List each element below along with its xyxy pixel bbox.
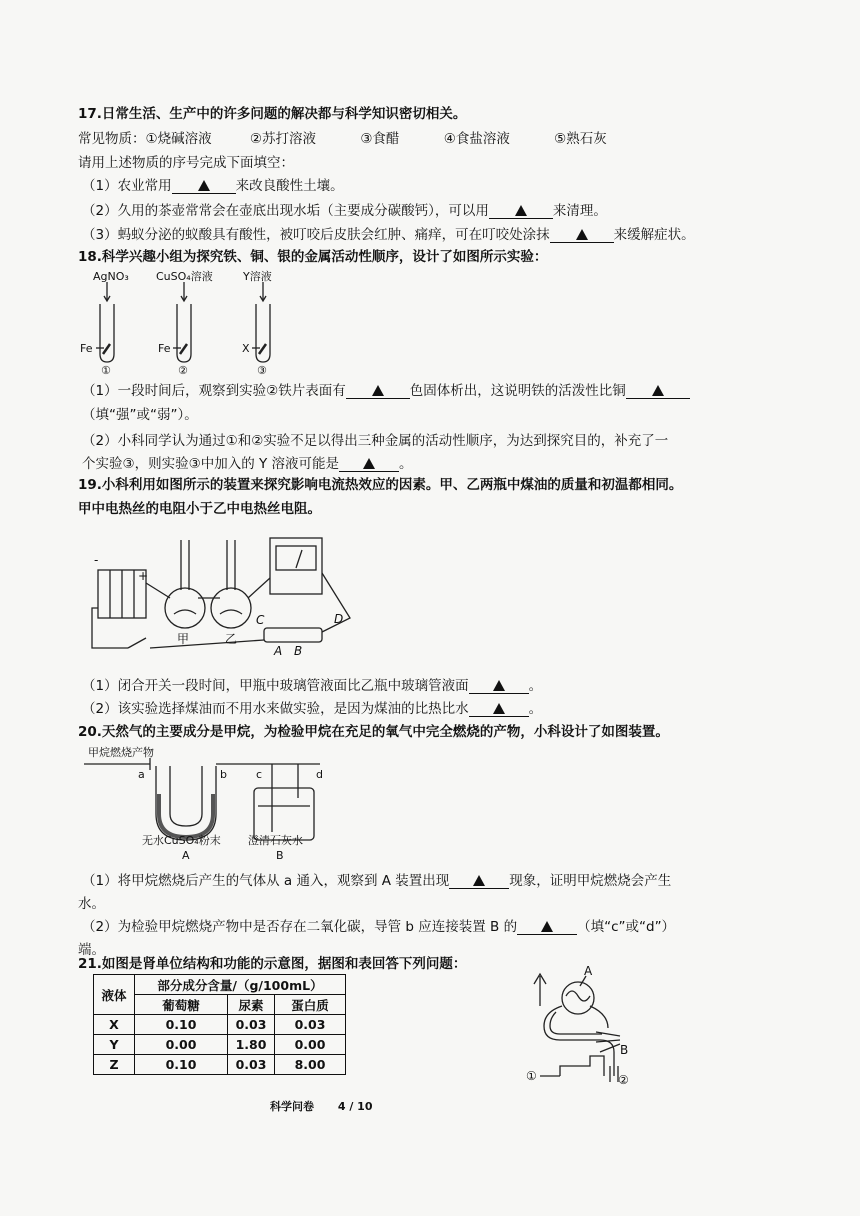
terminal-B: B — [294, 644, 303, 658]
triangle-icon — [541, 921, 553, 932]
table-cell: 0.03 — [228, 1055, 275, 1075]
glomerulus — [566, 991, 590, 1001]
port-b: b — [220, 768, 227, 781]
q21-title: 21.如图是肾单位结构和功能的示意图，据图和表回答下列问题： — [78, 956, 467, 972]
answer-blank[interactable] — [469, 702, 529, 717]
flask-jia — [165, 588, 205, 628]
material-1: 常见物质：①烧碱溶液 — [78, 131, 212, 147]
solution-label-2: CuSO₄溶液 — [156, 270, 213, 283]
q17-part1 — [82, 176, 344, 196]
q18-part2-cont — [82, 454, 413, 474]
wire — [150, 640, 264, 648]
cuso4-powder — [159, 794, 213, 837]
heating-wire-jia — [174, 610, 196, 614]
metal-strip-1 — [103, 344, 110, 354]
q20-part1-cont: 水。 — [78, 896, 105, 912]
afferent-arrow — [534, 974, 546, 1006]
row-name: X — [94, 1015, 135, 1035]
table-header-row — [94, 975, 346, 995]
wire — [248, 578, 270, 598]
q17-p1-text-end: 来改良酸性土壤。 — [235, 178, 344, 194]
label-cuso4: 无水CuSO₄粉末 — [142, 834, 221, 847]
material-5: ⑤熟石灰 — [554, 131, 607, 147]
q19-p2-text-end: 。 — [528, 701, 543, 717]
table-cell: 8.00 — [275, 1055, 346, 1075]
q18-p1-text: （1）一段时间后，观察到实验②铁片表面有 — [82, 383, 346, 399]
label-B: B — [276, 849, 284, 862]
answer-blank[interactable] — [172, 179, 236, 194]
efferent-vessel — [590, 1006, 608, 1028]
metal-strip-2 — [180, 344, 187, 354]
rheostat — [264, 628, 322, 642]
header-liquid: 液体 — [94, 975, 135, 1015]
q17-materials — [78, 129, 607, 149]
q17-p2-text-end: 来清理。 — [552, 203, 607, 219]
table-cell: 0.03 — [275, 1015, 346, 1035]
q17-p3-text: （3）蚂蚁分泌的蚁酸具有酸性，被叮咬后皮肤会红肿、痛痒，可在叮咬处涂抹 — [82, 227, 550, 243]
q18-part1 — [82, 381, 690, 401]
q19-title2: 甲中电热丝的电阻小于乙中电热丝电阻。 — [78, 501, 321, 517]
table-row — [94, 1015, 346, 1035]
heating-wire-yi — [220, 610, 242, 614]
test-tube-figure — [80, 268, 300, 378]
header-col: 蛋白质 — [275, 995, 346, 1015]
q19-p2-text: （2）该实验选择煤油而不用水来做实验，是因为煤油的比热比水 — [82, 701, 469, 717]
q18-p1-text-mid: 色固体析出，这说明铁的活泼性比铜 — [409, 383, 626, 399]
metal-label-3: X — [242, 342, 250, 355]
q17-part2 — [82, 201, 607, 221]
tube-number-1: ① — [101, 364, 111, 377]
triangle-icon — [198, 180, 210, 191]
terminal-D: D — [334, 612, 344, 626]
triangle-icon — [576, 229, 588, 240]
flask-yi-label: 乙 — [225, 632, 238, 646]
q19-p1-text-end: 。 — [528, 678, 543, 694]
q20-p2-text: （2）为检验甲烷燃烧产物中是否存在二氧化碳，导管 b 应连接装置 B 的 — [82, 919, 518, 935]
product-label: 甲烷燃烧产物 — [88, 746, 154, 759]
material-4: ④食盐溶液 — [443, 131, 510, 147]
q20-part2-cont: 端。 — [78, 942, 105, 958]
answer-blank[interactable] — [626, 384, 690, 399]
terminal-C: C — [256, 613, 265, 627]
q20-title: 20.天然气的主要成分是甲烷，为检验甲烷在充足的氧气中完全燃烧的产物，小科设计了如图装置。 — [78, 724, 669, 740]
u-tube-inner — [170, 766, 202, 826]
answer-blank[interactable] — [346, 384, 410, 399]
q20-p1-text-end: 现象，证明甲烷燃烧会产生 — [509, 873, 672, 889]
row-name: Y — [94, 1035, 135, 1055]
table-cell: 0.10 — [135, 1055, 228, 1075]
footer-title: 科学问卷 — [270, 1100, 314, 1113]
page-footer — [270, 1098, 372, 1114]
q20-part1 — [82, 871, 671, 891]
header-col: 葡萄糖 — [135, 995, 228, 1015]
answer-blank[interactable] — [339, 457, 399, 472]
table-cell: 0.10 — [135, 1015, 228, 1035]
answer-blank[interactable] — [517, 920, 577, 935]
answer-blank[interactable] — [449, 874, 509, 889]
header-col: 尿素 — [228, 995, 275, 1015]
metal-label-1: Fe — [80, 342, 93, 355]
triangle-icon — [473, 875, 485, 886]
table-row — [94, 1055, 346, 1075]
q18-p2-text-end: 。 — [399, 456, 413, 472]
triangle-icon — [652, 385, 664, 396]
tube-number-3: ③ — [257, 364, 267, 377]
material-3: ③食醋 — [360, 131, 400, 147]
tube-number-2: ② — [178, 364, 188, 377]
circuit-figure — [88, 528, 358, 663]
triangle-icon — [493, 680, 505, 691]
q17-p3-text-end: 来缓解症状。 — [613, 227, 695, 243]
port-c: c — [256, 768, 263, 781]
answer-blank[interactable] — [550, 228, 614, 243]
wire — [146, 583, 170, 598]
table-cell: 0.00 — [135, 1035, 228, 1055]
triangle-icon — [515, 205, 527, 216]
table-cell: 0.00 — [275, 1035, 346, 1055]
battery-minus: - — [94, 553, 99, 567]
capillary — [550, 1012, 602, 1034]
label-A: A — [584, 966, 593, 978]
q19-p1-text: （1）闭合开关一段时间，甲瓶中玻璃管液面比乙瓶中玻璃管液面 — [82, 678, 469, 694]
q19-part1 — [82, 676, 542, 696]
header-group: 部分成分含量/（g/100mL） — [135, 975, 346, 995]
battery-plus: + — [138, 569, 149, 583]
solution-label-1: AgNO₃ — [93, 270, 129, 283]
wash-bottle — [254, 788, 314, 840]
flask-yi — [211, 588, 251, 628]
label-limewater: 澄清石灰水 — [248, 834, 303, 847]
q17-p1-text: （1）农业常用 — [82, 178, 172, 194]
triangle-icon — [372, 385, 384, 396]
vein — [560, 1056, 604, 1076]
outlet-2-label: ② — [618, 1073, 629, 1087]
answer-blank[interactable] — [489, 204, 553, 219]
metal-label-2: Fe — [158, 342, 171, 355]
switch-lever — [128, 638, 146, 648]
q18-part1-cont: （填“强”或“弱”）。 — [82, 407, 198, 423]
composition-table — [93, 974, 346, 1075]
nephron-figure — [520, 966, 640, 1090]
metal-strip-3 — [259, 344, 266, 354]
outlet-1-label: ① — [526, 1069, 537, 1083]
label-A: A — [182, 849, 190, 862]
label-B: B — [620, 1043, 629, 1057]
q17-title: 17.日常生活、生产中的许多问题的解决都与科学知识密切相关。 — [78, 106, 467, 122]
q17-part3 — [82, 225, 695, 245]
answer-blank[interactable] — [469, 679, 529, 694]
triangle-icon — [493, 703, 505, 714]
flask-jia-label: 甲 — [177, 632, 190, 646]
apparatus-figure — [80, 744, 370, 868]
terminal-A: A — [274, 644, 283, 658]
q18-part2: （2）小科同学认为通过①和②实验不足以得出三种金属的活动性顺序，为达到探究目的，补充了一 — [82, 433, 669, 449]
port-d: d — [316, 768, 323, 781]
table-cell: 0.03 — [228, 1015, 275, 1035]
table-row — [94, 1035, 346, 1055]
q19-part2 — [82, 699, 542, 719]
row-name: Z — [94, 1055, 135, 1075]
q18-title: 18.科学兴趣小组为探究铁、铜、银的金属活动性顺序，设计了如图所示实验： — [78, 249, 548, 265]
solution-label-3: Y溶液 — [243, 270, 272, 283]
page-number: 4 / 10 — [337, 1100, 373, 1113]
q17-p2-text: （2）久用的茶壶常常会在壶底出现水垢（主要成分碳酸钙），可以用 — [82, 203, 489, 219]
port-a: a — [138, 768, 145, 781]
q17-instruction: 请用上述物质的序号完成下面填空： — [78, 155, 294, 171]
triangle-icon — [363, 458, 375, 469]
ammeter-needle — [296, 550, 302, 568]
q20-p2-text-end: （填“c”或“d”） — [577, 919, 676, 935]
q19-title: 19.小科利用如图所示的装置来探究影响电流热效应的因素。甲、乙两瓶中煤油的质量和初温都相同。 — [78, 477, 683, 493]
q18-p2-text: 个实验③，则实验③中加入的 Y 溶液可能是 — [82, 456, 340, 472]
table-cell: 1.80 — [228, 1035, 275, 1055]
material-2: ②苏打溶液 — [249, 131, 317, 147]
q20-p1-text: （1）将甲烷燃烧后产生的气体从 a 通入，观察到 A 装置出现 — [82, 873, 450, 889]
q20-part2 — [82, 917, 675, 937]
